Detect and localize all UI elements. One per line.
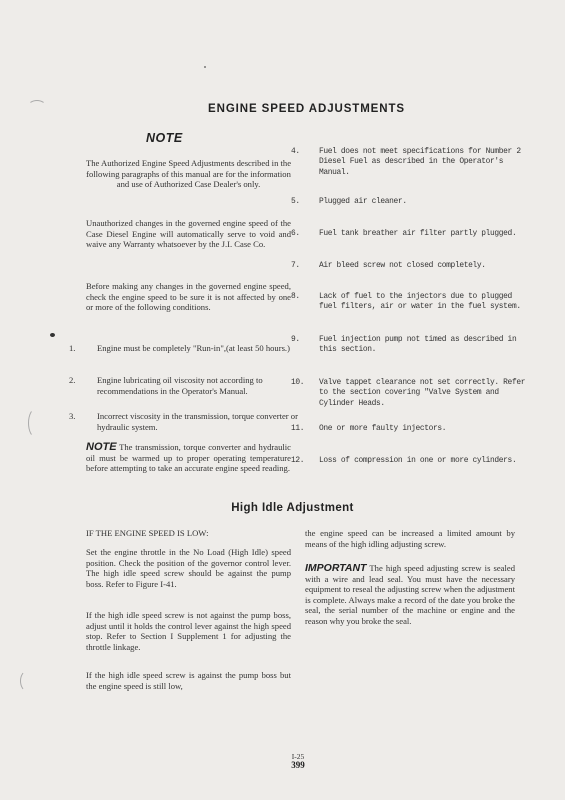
note-inline-label: NOTE	[86, 441, 117, 453]
binding-mark	[28, 408, 44, 438]
scan-speck	[50, 333, 55, 337]
engine-speed-low-label: IF THE ENGINE SPEED IS LOW:	[86, 528, 209, 538]
intro-paragraph-2: Unauthorized changes in the governed engine speed of the Case Diesel Engine will automatically serve to void and waive any Warranty whatsoever by the J.I. Case Co.	[86, 218, 291, 250]
condition-item-number: 11.	[291, 424, 305, 433]
condition-item-text: Loss of compression in one or more cylinders.	[319, 456, 517, 465]
condition-item-text: Air bleed screw not closed completely.	[319, 261, 486, 270]
note-oil-text: The transmission, torque converter and hydraulic oil must be warmed up to proper operating temperature before attempting to take an accurate engine speed reading.	[86, 442, 291, 474]
section-page-reference: I-25	[291, 752, 305, 761]
high-idle-paragraph-1: Set the engine throttle in the No Load (High Idle) speed position. Check the position of the governor control lever. The high idle speed screw should be against the pump boss. Refer to Figure I-41.	[86, 547, 291, 589]
note-heading: NOTE	[146, 131, 183, 145]
binding-mark	[20, 670, 36, 692]
condition-item-text: Incorrect viscosity in the transmission, torque converter or hydraulic system.	[97, 411, 298, 432]
binding-mark	[28, 100, 46, 112]
condition-item-number: 5.	[291, 197, 300, 206]
condition-item-text: Valve tappet clearance not set correctly. Refer to the section covering "Valve System and Cylinder Heads.	[319, 378, 526, 408]
condition-item-number: 1.	[69, 343, 76, 353]
high-idle-paragraph-3: If the high idle speed screw is against the pump boss but the engine speed is still low,	[86, 670, 291, 691]
high-idle-paragraph-2: If the high idle speed screw is not against the pump boss, adjust until it holds the control lever against the high speed stop. Refer to Section I Supplement 1 for adjusting the throttle linkage.	[86, 610, 291, 652]
condition-item-3	[69, 411, 304, 432]
condition-item-text: One or more faulty injectors.	[319, 424, 447, 433]
condition-item-8	[291, 292, 527, 313]
condition-item-number: 9.	[291, 335, 300, 344]
scan-speck	[204, 66, 206, 68]
page-number: 399	[291, 760, 305, 770]
condition-item-number: 8.	[291, 292, 300, 301]
condition-item-6	[291, 229, 529, 239]
condition-item-text: Plugged air cleaner.	[319, 197, 407, 206]
condition-item-11	[291, 424, 527, 434]
condition-item-text: Fuel tank breather air filter partly plugged.	[319, 229, 517, 238]
important-paragraph	[305, 563, 515, 627]
condition-item-2	[69, 375, 304, 396]
high-idle-paragraph-4: the engine speed can be increased a limited amount by means of the high idling adjusting screw.	[305, 528, 515, 549]
intro-paragraph-1: The Authorized Engine Speed Adjustments described in the following paragraphs of this manual are for the information and use of Authorized Case Dealer's only.	[86, 158, 292, 190]
page-title: ENGINE SPEED ADJUSTMENTS	[208, 103, 405, 115]
condition-item-text: Engine must be completely "Run-in",(at least 50 hours.)	[97, 343, 290, 353]
section-heading: High Idle Adjustment	[231, 502, 354, 514]
condition-item-number: 3.	[69, 411, 76, 421]
condition-item-number: 12.	[291, 456, 305, 465]
important-text: The high speed adjusting screw is sealed with a wire and lead seal. You must have the necessary equipment to reseal the adjusting screw when the adjustment is complete. Always make a record of the date you broke the seal, the serial number of the machine or engine and the reason why you broke the seal.	[305, 563, 515, 626]
condition-item-9	[291, 335, 527, 356]
condition-item-text: Fuel injection pump not timed as described in this section.	[319, 335, 517, 355]
intro-paragraph-3: Before making any changes in the governed engine speed, check the engine speed to be sure it is not affected by one or more of the following conditions.	[86, 281, 291, 313]
important-label: IMPORTANT	[305, 562, 367, 574]
condition-item-12	[291, 456, 527, 466]
note-oil-paragraph	[86, 442, 291, 474]
condition-item-number: 10.	[291, 378, 305, 387]
condition-item-number: 4.	[291, 147, 300, 156]
condition-item-number: 6.	[291, 229, 300, 238]
condition-item-number: 7.	[291, 261, 300, 270]
condition-item-text: Lack of fuel to the injectors due to plugged fuel filters, air or water in the fuel system.	[319, 292, 521, 312]
condition-item-5	[291, 197, 527, 207]
condition-item-4	[291, 147, 527, 178]
condition-item-text: Fuel does not meet specifications for Number 2 Diesel Fuel as described in the Operator's Manual.	[319, 147, 521, 177]
condition-item-number: 2.	[69, 375, 76, 385]
condition-item-10	[291, 378, 529, 409]
condition-item-7	[291, 261, 529, 271]
condition-item-1	[69, 343, 304, 354]
condition-item-text: Engine lubricating oil viscosity not according to recommendations in the Operator's Manual.	[97, 375, 263, 396]
